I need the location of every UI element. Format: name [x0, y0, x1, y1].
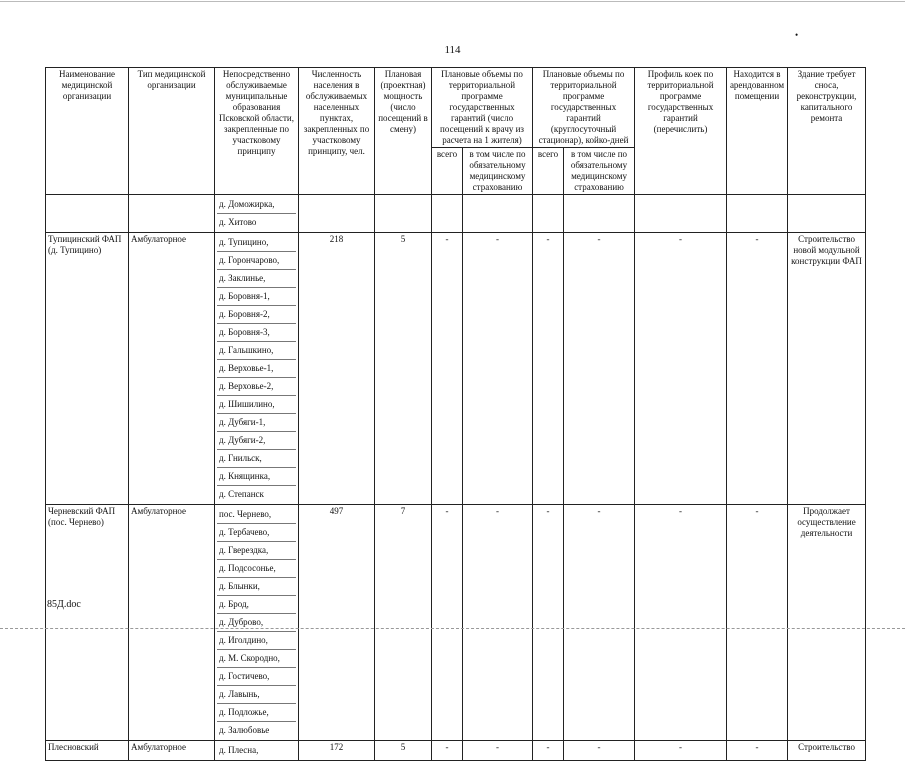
settlement-item: д. Верховье-1,: [217, 360, 296, 378]
settlement-item: д. Боровня-1,: [217, 288, 296, 306]
settlements-list: [215, 233, 299, 505]
table-row: [46, 505, 866, 741]
settlement-item: д. Степанск: [219, 489, 264, 499]
settlement-item: д. Тупицино,: [217, 234, 296, 252]
header-building: Здание требует сноса, реконструкции, капитального ремонта: [788, 68, 866, 195]
settlement-item: д. Иголдино,: [217, 632, 296, 650]
table-row: [46, 233, 866, 505]
building-status: Строительство: [788, 741, 866, 761]
settlement-item: д. Хитово: [219, 217, 257, 227]
settlement-item: д. Заклинье,: [217, 270, 296, 288]
settlement-item: д. Княщинка,: [217, 468, 296, 486]
outpatient-total: -: [432, 233, 463, 505]
settlement-item: д. Боровня-3,: [217, 324, 296, 342]
facilities-table: [45, 67, 866, 761]
page-number: 114: [444, 44, 461, 56]
header-row: [46, 68, 866, 148]
settlement-item: д. Гальшкино,: [217, 342, 296, 360]
top-rule: [0, 1, 905, 2]
subheader-out-total: всего: [432, 148, 463, 195]
subheader-out-oms: в том числе по обязательному медицинскому страхованию: [463, 148, 533, 195]
table-row: [46, 741, 866, 761]
settlement-item: д. Подложье,: [217, 704, 296, 722]
settlement-item: д. Шишилино,: [217, 396, 296, 414]
capacity-value: 7: [375, 505, 432, 741]
corner-mark: •: [795, 30, 799, 40]
settlement-item: д. М. Скородно,: [217, 650, 296, 668]
population-value: 218: [299, 233, 375, 505]
inpatient-oms: -: [564, 505, 635, 741]
settlement-item: пос. Чернево,: [217, 506, 296, 524]
inpatient-oms: -: [564, 233, 635, 505]
settlement-item: д. Дубяги-2,: [217, 432, 296, 450]
settlement-item: д. Горончарово,: [217, 252, 296, 270]
facility-type: Амбулаторное: [129, 233, 215, 505]
header-population: Численность населения в обслуживаемых населенных пунктах, закрепленных по участковому принципу, чел.: [299, 68, 375, 195]
building-status: Продолжает осуществление деятельности: [788, 505, 866, 741]
beds-profile: -: [635, 233, 727, 505]
bottom-rule: [0, 628, 905, 629]
subheader-in-total: всего: [533, 148, 564, 195]
inpatient-total: -: [533, 505, 564, 741]
settlements-list: [215, 741, 299, 761]
settlement-item: д. Гверездка,: [217, 542, 296, 560]
header-beds-profile: Профиль коек по территориальной программе государственных гарантий (перечислить): [635, 68, 727, 195]
subheader-in-oms: в том числе по обязательному медицинскому страхованию: [564, 148, 635, 195]
settlement-item: д. Подсосонье,: [217, 560, 296, 578]
beds-profile: -: [635, 505, 727, 741]
settlement-item: д. Боровня-2,: [217, 306, 296, 324]
facility-type: Амбулаторное: [129, 741, 215, 761]
settlement-item: д. Блынки,: [217, 578, 296, 596]
settlement-item: д. Тербачево,: [217, 524, 296, 542]
population-value: 497: [299, 505, 375, 741]
beds-profile: -: [635, 741, 727, 761]
settlement-item: д. Верховье-2,: [217, 378, 296, 396]
rented-flag: -: [727, 741, 788, 761]
continuation-settlements: [215, 195, 299, 233]
header-name: Наименование медицинской организации: [46, 68, 129, 195]
settlement-item: д. Плесна,: [219, 745, 259, 755]
settlement-item: д. Доможирка,: [217, 196, 296, 214]
capacity-value: 5: [375, 741, 432, 761]
continuation-row: [46, 195, 866, 233]
header-inpatient: Плановые объемы по территориальной программе государственных гарантий (круглосуточный стационар), койко-дней: [533, 68, 635, 148]
facility-type: Амбулаторное: [129, 505, 215, 741]
settlement-item: д. Гостичево,: [217, 668, 296, 686]
rented-flag: -: [727, 505, 788, 741]
header-type: Тип медицинской организации: [129, 68, 215, 195]
inpatient-oms: -: [564, 741, 635, 761]
settlement-item: д. Дуброво,: [217, 614, 296, 632]
population-value: 172: [299, 741, 375, 761]
facility-name: Черневский ФАП (пос. Чернево): [46, 505, 129, 741]
rented-flag: -: [727, 233, 788, 505]
outpatient-total: -: [432, 505, 463, 741]
settlement-item: д. Лавынь,: [217, 686, 296, 704]
building-status: Строительство новой модульной конструкции ФАП: [788, 233, 866, 505]
header-settlements: Непосредственно обслуживаемые муниципальные образования Псковской области, закрепленные по участковому принципу: [215, 68, 299, 195]
settlement-item: д. Дубяги-1,: [217, 414, 296, 432]
outpatient-oms: -: [463, 233, 533, 505]
settlement-item: д. Залюбовье: [219, 725, 270, 735]
header-rented: Находится в арендованном помещении: [727, 68, 788, 195]
capacity-value: 5: [375, 233, 432, 505]
facility-name: Плесновский: [46, 741, 129, 761]
header-outpatient: Плановые объемы по территориальной программе государственных гарантий (число посещений к врачу из расчета на 1 жителя): [432, 68, 533, 148]
header-capacity: Плановая (проектная) мощность (число посещений в смену): [375, 68, 432, 195]
footer-filename: 85Д.doc: [47, 599, 81, 610]
inpatient-total: -: [533, 233, 564, 505]
inpatient-total: -: [533, 741, 564, 761]
settlements-list: [215, 505, 299, 741]
facility-name: Тупицинский ФАП (д. Тупицино): [46, 233, 129, 505]
outpatient-oms: -: [463, 505, 533, 741]
settlement-item: д. Гнильск,: [217, 450, 296, 468]
outpatient-total: -: [432, 741, 463, 761]
outpatient-oms: -: [463, 741, 533, 761]
settlement-item: д. Брод,: [217, 596, 296, 614]
